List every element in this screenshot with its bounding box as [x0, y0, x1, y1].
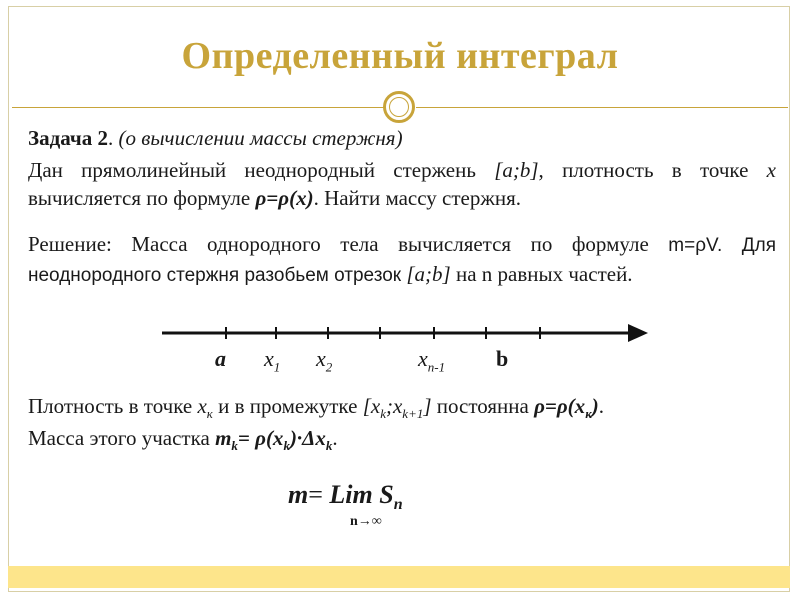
density-rho: ρ=ρ(x [534, 394, 586, 418]
limit-formula [288, 480, 403, 514]
problem-text-2: , плотность в точке [538, 158, 767, 182]
tick-label-xn-1 [418, 346, 446, 375]
tick-label-b [496, 346, 508, 372]
problem-text-3: вычисляется по формуле [28, 186, 256, 210]
slide-title: Определенный интеграл [181, 35, 619, 77]
solution-text-4: равных частей. [492, 262, 633, 286]
solution-text-2: . Для неоднородного стержня разобьем отрезок [28, 235, 776, 286]
tick-label-main: x [316, 346, 326, 371]
problem-text-1: Дан прямолинейный неоднородный стержень [28, 158, 495, 182]
problem-x: x [766, 158, 776, 182]
solution-n: n [481, 262, 493, 286]
tick-label-a [215, 346, 226, 372]
solution-text [28, 230, 776, 290]
problem-text-4: . Найти массу стержня. [313, 186, 522, 210]
density-text [28, 392, 776, 420]
limit-s-sub: n [393, 496, 403, 514]
title-divider-right [416, 107, 788, 108]
density-xk: x [197, 394, 207, 418]
density-text-2: и в промежутке [212, 394, 363, 418]
limit-eq: = [308, 480, 330, 509]
limit-m: m [288, 480, 309, 509]
density-interval-open: [x [362, 394, 381, 418]
density-text-3: постоянна [431, 394, 535, 418]
density-text-4: . [598, 394, 605, 418]
tick-label-sub: 1 [273, 359, 281, 375]
mass-part-text-1: Масса этого участка [28, 426, 216, 450]
footer-bar [8, 566, 790, 588]
arrow-right-icon [628, 324, 648, 342]
ring-ornament-icon [383, 91, 415, 123]
number-line [160, 318, 650, 348]
limit-lim: Lim [329, 480, 373, 509]
density-text-1: Плотность в точке [28, 394, 198, 418]
mass-part-eq: = ρ(x [237, 426, 284, 450]
mass-part-text [28, 424, 776, 452]
mass-part-mk-sub: k [231, 438, 238, 454]
problem-formula: ρ=ρ(x) [255, 186, 314, 210]
title-divider-left [12, 107, 384, 108]
density-interval-close: ] [423, 394, 432, 418]
mass-part-mk: m [215, 426, 232, 450]
tick-label-main: x [264, 346, 274, 371]
task-heading [28, 124, 776, 152]
problem-statement [28, 156, 776, 212]
tick-label-x1 [264, 346, 281, 375]
solution-mass-formula: m=ρV [668, 235, 717, 256]
limit-s: S [379, 480, 394, 509]
tick-label-main: a [215, 346, 226, 371]
density-interval-sub1: k [380, 406, 386, 422]
tick-label-sub: n-1 [427, 359, 446, 375]
solution-text-3: на [450, 262, 482, 286]
tick-label-main: x [418, 346, 428, 371]
density-rho-close: ) [591, 394, 599, 418]
mass-part-dx: )·Δx [289, 426, 326, 450]
solution-text-1: Решение: Масса однородного тела вычисляется по формуле [28, 232, 669, 256]
tick-label-x2 [316, 346, 333, 375]
density-interval-mid: ;x [385, 394, 403, 418]
task-dot: . [107, 126, 114, 150]
problem-segment: [a;b] [494, 158, 539, 182]
limit-subscript: n→∞ [350, 514, 382, 529]
solution-segment: [a;b] [406, 262, 451, 286]
task-label: Задача 2 [28, 126, 108, 150]
tick-label-sub: 2 [325, 359, 333, 375]
density-rho-sub: к [585, 406, 592, 422]
mass-part-eq-sub: k [283, 438, 290, 454]
density-xk-sub: к [206, 406, 213, 422]
tick-label-main: b [496, 346, 509, 371]
mass-part-dx-sub: k [325, 438, 333, 454]
task-subtitle: (о вычислении массы стержня) [113, 126, 403, 150]
density-interval-sub2: k+1 [402, 406, 424, 422]
mass-part-end: . [332, 426, 338, 450]
